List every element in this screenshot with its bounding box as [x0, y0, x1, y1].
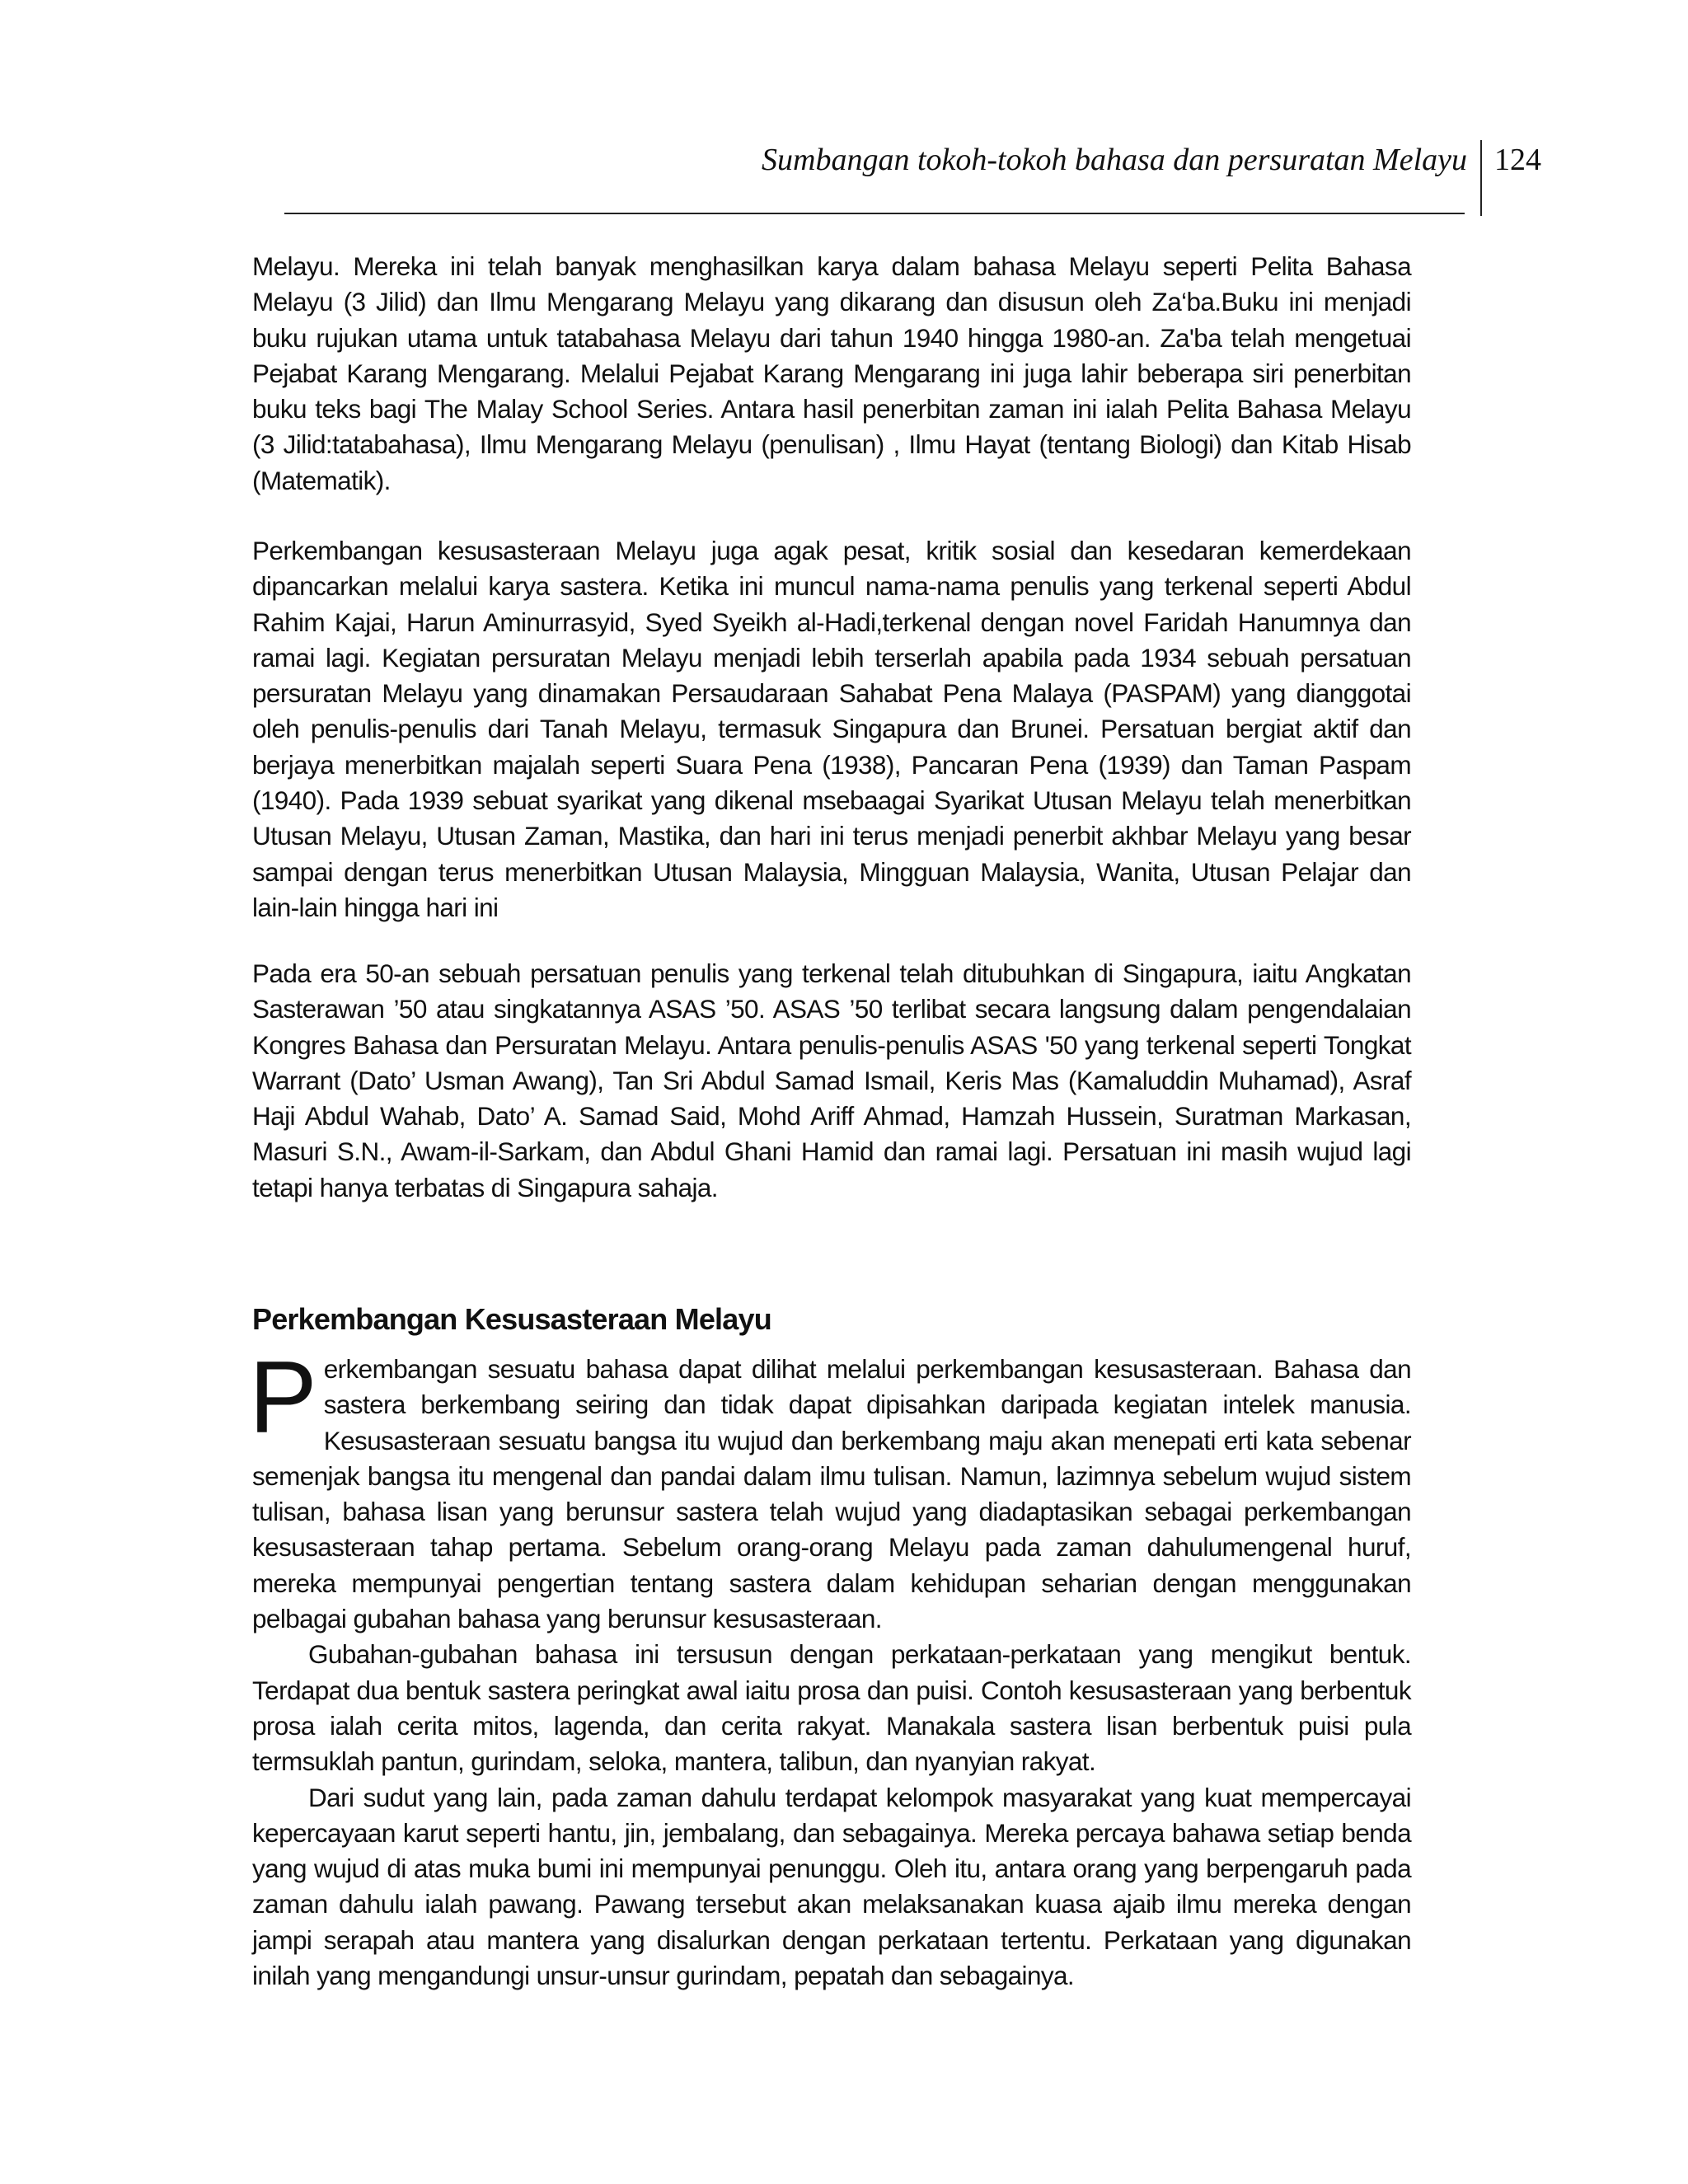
header-vertical-divider	[1480, 140, 1482, 216]
paragraph-1: Melayu. Mereka ini telah banyak menghasilkan karya dalam bahasa Melayu seperti Pelita Bahasa Melayu (3 Jilid) dan Ilmu Mengarang Melayu yang dikarang dan disusun oleh Za‘ba.Buku ini menjadi buku rujukan utama untuk tatabahasa Melayu dari tahun 1940 hingga 1980-an. Za'ba telah mengetuai Pejabat Karang Mengarang. Melalui Pejabat Karang Mengarang ini juga lahir beberapa siri penerbitan buku teks bagi The Malay School Series. Antara hasil penerbitan zaman ini ialah Pelita Bahasa Melayu (3 Jilid:tatabahasa), Ilmu Mengarang Melayu (penulisan) , Ilmu Hayat (tentang Biologi) dan Kitab Hisab (Matematik).	[252, 251, 1411, 495]
paragraph-2: Perkembangan kesusasteraan Melayu juga agak pesat, kritik sosial dan kesedaran kemerdekaan dipancarkan melalui karya sastera. Ketika ini muncul nama-nama penulis yang terkenal seperti Abdul Rahim Kajai, Harun Aminurrasyid, Syed Syeikh al-Hadi,terkenal dengan novel Faridah Hanumnya dan ramai lagi. Kegiatan persuratan Melayu menjadi lebih terserlah apabila pada 1934 sebuah persatuan persuratan Melayu yang dinamakan Persaudaraan Sahabat Pena Malaya (PASPAM) yang dianggotai oleh penulis-penulis dari Tanah Melayu, termasuk Singapura dan Brunei. Persatuan bergiat aktif dan berjaya menerbitkan majalah seperti Suara Pena (1938), Pancaran Pena (1939) dan Taman Paspam (1940). Pada 1939 sebuat syarikat yang dikenal msebaagai Syarikat Utusan Melayu telah menerbitkan Utusan Melayu, Utusan Zaman, Mastika, dan hari ini terus menjadi penerbit akhbar Melayu yang besar sampai dengan terus menerbitkan Utusan Malaysia, Mingguan Malaysia, Wanita, Utusan Pelajar dan lain-lain hingga hari ini	[252, 536, 1411, 922]
paragraph-3: Pada era 50-an sebuah persatuan penulis yang terkenal telah ditubuhkan di Singapura, iaitu Angkatan Sasterawan ’50 atau singkatannya ASAS ’50. ASAS ’50 terlibat secara langsung dalam pengendalaian Kongres Bahasa dan Persuratan Melayu. Antara penulis-penulis ASAS '50 yang terkenal seperti Tongkat Warrant (Dato’ Usman Awang), Tan Sri Abdul Samad Ismail, Keris Mas (Kamaluddin Muhamad), Asraf Haji Abdul Wahab, Dato’ A. Samad Said, Mohd Ariff Ahmad, Hamzah Hussein, Suratman Markasan, Masuri S.N., Awam-il-Sarkam, dan Abdul Ghani Hamid dan ramai lagi. Persatuan ini masih wujud lagi tetapi hanya terbatas di Singapura sahaja.	[252, 958, 1411, 1202]
paragraph-5: Gubahan-gubahan bahasa ini tersusun dengan perkataan-perkataan yang mengikut bentuk. Terdapat dua bentuk sastera peringkat awal iaitu prosa dan puisi. Contoh kesusasteraan yang berbentuk prosa ialah cerita mitos, lagenda, dan cerita rakyat. Manakala sastera lisan berbentuk puisi pula termsuklah pantun, gurindam, seloka, mantera, talibun, dan nyanyian rakyat.	[252, 1639, 1411, 1777]
header-rule	[284, 213, 1465, 214]
page-number: 124	[1494, 143, 1541, 177]
drop-cap: P	[249, 1341, 317, 1455]
paragraph-4	[249, 1341, 1411, 1637]
paragraph-4-text: erkembangan sesuatu bahasa dapat dilihat melalui perkembangan kesusasteraan. Bahasa dan sastera berkembang seiring dan tidak dapat dipisahkan daripada kegiatan intelek manusia. Kesusasteraan sesuatu bangsa itu wujud dan berkembang maju akan menepati erti kata sebenar semenjak bangsa itu mengenal dan pandai dalam ilmu tulisan. Namun, lazimnya sebelum wujud sistem tulisan, bahasa lisan yang berunsur sastera telah wujud yang diadaptasikan sebagai perkembangan kesusasteraan tahap pertama. Sebelum orang-orang Melayu pada zaman dahulumengenal huruf, mereka mempunyai pengertian tentang sastera dalam kehidupan seharian dengan menggunakan pelbagai gubahan bahasa yang berunsur kesusasteraan.	[252, 1354, 1411, 1634]
running-header-title: Sumbangan tokoh-tokoh bahasa dan persuratan Melayu	[762, 143, 1467, 177]
paragraph-6: Dari sudut yang lain, pada zaman dahulu terdapat kelompok masyarakat yang kuat mempercayai kepercayaan karut seperti hantu, jin, jembalang, dan sebagainya. Mereka percaya bahawa setiap benda yang wujud di atas muka bumi ini mempunyai penunggu. Oleh itu, antara orang yang berpengaruh pada zaman dahulu ialah pawang. Pawang tersebut akan melaksanakan kuasa ajaib ilmu mereka dengan jampi serapah atau mantera yang disalurkan dengan perkataan tertentu. Perkataan yang digunakan inilah yang mengandungi unsur-unsur gurindam, pepatah dan sebagainya.	[252, 1782, 1411, 1991]
section-body	[249, 1341, 1411, 1994]
section-heading: Perkembangan Kesusasteraan Melayu	[252, 1301, 771, 1336]
